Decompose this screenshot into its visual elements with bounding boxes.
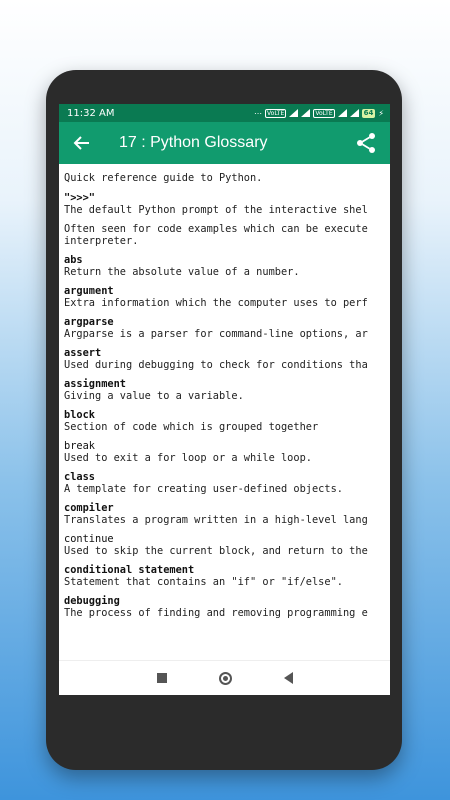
glossary-term: abs: [64, 254, 83, 266]
glossary-term: compiler: [64, 502, 114, 514]
glossary-term: assert: [64, 347, 102, 359]
glossary-entry: [64, 471, 390, 495]
glossary-term: continue: [64, 533, 114, 545]
page-title: 17 : Python Glossary: [119, 134, 268, 151]
glossary-description: Extra information which the computer uses to perf: [64, 297, 368, 309]
phone-screen: [59, 104, 390, 695]
glossary-description: Argparse is a parser for command-line options, ar: [64, 328, 368, 340]
status-time: 11:32 AM: [67, 107, 115, 119]
glossary-term: break: [64, 440, 95, 452]
glossary-entry: [64, 409, 390, 433]
glossary-term: debugging: [64, 595, 120, 607]
glossary-description: Used to skip the current block, and return to the: [64, 545, 368, 557]
glossary-description: The process of finding and removing programming e: [64, 607, 368, 619]
glossary-entry: [64, 347, 390, 371]
signal-icon-2: [301, 109, 310, 117]
back-triangle-icon[interactable]: [284, 672, 293, 684]
glossary-description: Return the absolute value of a number.: [64, 266, 300, 278]
glossary-description: Statement that contains an "if" or "if/else".: [64, 576, 343, 588]
signal-icon: [289, 109, 298, 117]
glossary-entry: [64, 223, 390, 247]
volte-icon: VoLTE: [267, 109, 285, 117]
glossary-entry: [64, 595, 390, 619]
glossary-entry: [64, 564, 390, 588]
glossary-description: Often seen for code examples which can be execute interpreter.: [64, 223, 368, 247]
glossary-description: Translates a program written in a high-level lang: [64, 514, 368, 526]
recents-icon[interactable]: [157, 673, 167, 683]
glossary-description: A template for creating user-defined objects.: [64, 483, 343, 495]
glossary-entry: [64, 533, 390, 557]
glossary-entry: [64, 254, 390, 278]
glossary-term: ">>>": [64, 192, 95, 204]
home-icon[interactable]: [219, 672, 232, 685]
glossary-list: [64, 192, 390, 619]
arrow-left-icon[interactable]: [71, 132, 93, 154]
glossary-entry: [64, 502, 390, 526]
volte-icon-2: VoLTE: [315, 109, 333, 117]
glossary-term: assignment: [64, 378, 126, 390]
glossary-entry: [64, 192, 390, 216]
glossary-entry: [64, 316, 390, 340]
app-bar: [59, 122, 390, 164]
glossary-description: Giving a value to a variable.: [64, 390, 244, 402]
charging-icon: ⚡: [378, 108, 384, 118]
share-icon[interactable]: [354, 131, 378, 155]
glossary-entry: [64, 378, 390, 402]
glossary-description: Used during debugging to check for conditions tha: [64, 359, 368, 371]
glossary-content[interactable]: [59, 164, 390, 660]
navigation-bar: [59, 660, 390, 695]
status-icons: [254, 109, 384, 118]
glossary-description: Section of code which is grouped together: [64, 421, 319, 433]
signal-icon-4: [350, 109, 359, 117]
glossary-entry: [64, 285, 390, 309]
signal-icon-3: [338, 109, 347, 117]
status-bar: [59, 104, 390, 122]
glossary-entry: [64, 440, 390, 464]
battery-icon: 64: [363, 108, 374, 117]
glossary-description: Used to exit a for loop or a while loop.: [64, 452, 312, 464]
glossary-term: argument: [64, 285, 114, 297]
glossary-term: conditional statement: [64, 564, 195, 576]
glossary-description: The default Python prompt of the interactive shel: [64, 204, 368, 216]
intro-text: Quick reference guide to Python.: [64, 172, 263, 184]
glossary-term: class: [64, 471, 95, 483]
alarm-icon: ⋯: [254, 108, 263, 118]
glossary-term: block: [64, 409, 95, 421]
glossary-term: argparse: [64, 316, 114, 328]
